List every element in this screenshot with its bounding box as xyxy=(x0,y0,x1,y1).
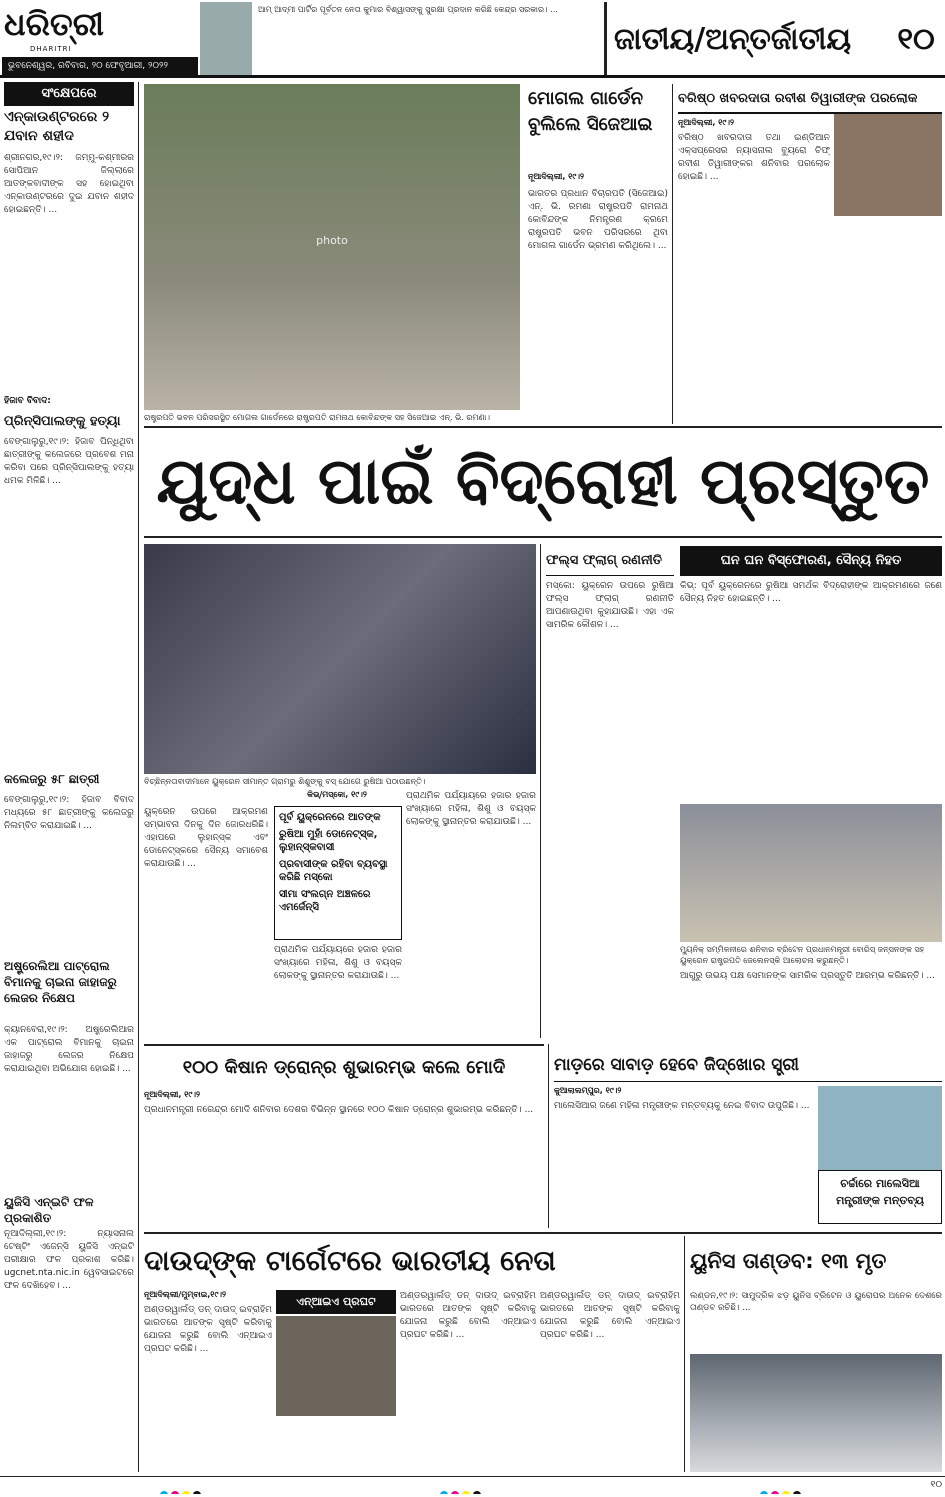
mughal-caption: ରାଷ୍ଟ୍ରପତି ଭବନ ପରିସରସ୍ଥିତ ମୋଗଲ ଗାର୍ଡେନରେ ରାଷ୍ଟ୍ରପତି ରାମନାଥ କୋବିନ୍ଦଙ୍କ ସହ ସିଜେଆଇ ଏନ୍. ଭି. ରମଣା। xyxy=(144,413,490,422)
photo-placeholder-label: photo xyxy=(316,234,348,247)
black-dot xyxy=(473,1491,481,1494)
lead-body-col3: ପ୍ରାଥମିକ ପର୍ଯ୍ୟାୟରେ ହଜାର ହଜାର ସଂଖ୍ୟାରେ ମହିଳା, ଶିଶୁ ଓ ବୟସ୍କ ଲୋକଙ୍କୁ ସ୍ଥାନାନ୍ତର କରାଯାଉଛି। ... xyxy=(406,791,536,827)
column-divider-2 xyxy=(540,544,541,1038)
registration-marks-right xyxy=(760,1484,820,1494)
masthead-logo: ଧରିତ୍ରୀ xyxy=(4,5,104,43)
masthead-dateline: ଭୁବନେଶ୍ୱର, ରବିବାର, ୨୦ ଫେବୃଆରୀ, ୨୦୨୨ xyxy=(2,57,198,75)
black-dot xyxy=(193,1491,201,1494)
dawood-body-col3: ଅଣ୍ଡରୱାର୍ଲଡ୍ ଡନ୍ ଦାଉଦ୍ ଇବ୍ରାହିମ ଭାରତରେ ଆତଙ୍କ ସୃଷ୍ଟି କରିବାକୁ ଯୋଜନା କରୁଛି ବୋଲି ଏନ୍‌ଆଇଏ ପ୍ରଘଟ କରିଛି। ... xyxy=(540,1291,680,1340)
ravish-headline: ବରିଷ୍ଠ ଖବରଦାତା ରବୀଶ ତିୱାରୀଙ୍କ ପରଲୋକ xyxy=(678,84,942,114)
children-bus-photo xyxy=(144,544,536,774)
footer-page-number: ୧୦ xyxy=(930,1480,942,1490)
yellow-dot xyxy=(462,1491,470,1494)
blast-headline: ଘନ ଘନ ବିସ୍ଫୋରଣ, ସୈନ୍ୟ ନିହତ xyxy=(680,546,942,576)
masthead xyxy=(0,0,945,78)
cyan-dot xyxy=(160,1491,168,1494)
lead-bullet-2: ରୁଷିଆ ମୁହାଁ ଡୋନେଟ୍‌ସ୍କ, ଲୁହାନ୍‌ସ୍କବାସୀ xyxy=(279,829,378,853)
magenta-dot xyxy=(451,1491,459,1494)
mughal-garden-photo xyxy=(144,84,520,410)
sidebar-item3-body: ବେଙ୍ଗାଲୁରୁ,୧୯।୨: ହିଜାବ ବିବାଦ ମଧ୍ୟରେ ୫୮ ଛାତ୍ରୀଙ୍କୁ କଲେଜରୁ ନିଲମ୍ବିତ କରାଯାଇଛି। ... xyxy=(4,795,134,831)
ravish-body: ବରିଷ୍ଠ ଖବରଦାତା ତଥା ଇଣ୍ଡିଆନ ଏକ୍ସପ୍ରେସର ନ୍ୟାସନାଲ ବ୍ୟୁରୋ ଚିଫ୍ ରବୀଶ ତିୱାରୀଙ୍କର ଶନିବାର ପରଲୋକ ହୋଇଛି। ... xyxy=(678,133,830,182)
magenta-dot xyxy=(171,1491,179,1494)
mughal-body: ଭାରତର ପ୍ରଧାନ ବିଚାରପତି (ସିଜେଆଇ) ଏନ୍. ଭି. ରମଣା ରାଷ୍ଟ୍ରପତି ରାମନାଥ କୋବିନ୍ଦଙ୍କ ନିମନ୍ତ୍ରଣ କ୍ରମେ ରାଷ୍ଟ୍ରପତି ଭବନ ପରିସରରେ ଥିବା ମୋଗଲ ଗାର୍ଡେନ ଭ୍ରମଣ କରିଥିଲେ। ... xyxy=(528,189,668,251)
registration-marks-center xyxy=(440,1484,500,1494)
malaysia-body: ମାଲେସିଆର ଜଣେ ମହିଳା ମନ୍ତ୍ରୀଙ୍କ ମନ୍ତବ୍ୟକୁ ନେଇ ବିବାଦ ଉପୁଜିଛି। ... xyxy=(554,1101,810,1111)
masthead-thumb-photo xyxy=(200,2,252,76)
drone-dateline: ନୂଆଦିଲ୍ଲୀ, ୧୯।୨ xyxy=(144,1090,200,1099)
malaysia-box: ଚର୍ଚ୍ଚାରେ ମାଲେସିଆ ମନ୍ତ୍ରୀଙ୍କ ମନ୍ତବ୍ୟ xyxy=(818,1170,942,1224)
lead-bullet-1: ପୂର୍ବ ୟୁକ୍ରେନରେ ଆତଙ୍କ xyxy=(279,812,381,823)
sidebar-divider xyxy=(138,82,139,1472)
sidebar-item5-body: ନୂଆଦିଲ୍ଲୀ,୧୯।୨: ନ୍ୟାସନାଲ ଟେଷ୍ଟିଂ ଏଜେନ୍ସି ୟୁଜିସି ଏନ୍‌ଇଟି ପରୀକ୍ଷାର ଫଳ ପ୍ରକାଶ କରିଛି। ugcnet.nta.nic.in ୱେବସାଇଟରେ ଫଳ ଦେଖିହେବ। ... xyxy=(4,1229,134,1291)
sidebar-item2-body: ବେଙ୍ଗାଲୁରୁ,୧୯।୨: ହିଜାବ ପିନ୍ଧିଥିବା ଛାତ୍ରୀଙ୍କୁ କଲେଜରେ ପ୍ରବେଶ ମନା କରିବା ପରେ ପ୍ରିନ୍ସିପାଲଙ୍କୁ ହତ୍ୟା ଧମକ ମିଳିଛି। ... xyxy=(4,437,134,486)
lead-bullet-3: ପ୍ରବାସୀଙ୍କ ରହିବା ବ୍ୟବସ୍ଥା କରିଛି ମସ୍କୋ xyxy=(279,859,388,883)
dawood-nia-box: ଏନ୍‌ଆଇଏ ପ୍ରଘଟ xyxy=(276,1290,396,1314)
black-dot xyxy=(793,1491,801,1494)
registration-marks-left xyxy=(160,1484,220,1494)
lead-body-col2: ପ୍ରାଥମିକ ପର୍ଯ୍ୟାୟରେ ହଜାର ହଜାର ସଂଖ୍ୟାରେ ମହିଳା, ଶିଶୁ ଓ ବୟସ୍କ ଲୋକଙ୍କୁ ସ୍ଥାନାନ୍ତର କରାଯାଉଛି। ... xyxy=(274,945,402,981)
lead-body-col1: ୟୁକ୍ରେନ ଉପରେ ଆକ୍ରମଣ ସମ୍ଭାବନା ଦିନକୁ ଦିନ ଜୋରଧରିଛି। ଏହାପରେ ଲୁହାନ୍‌ସ୍କ ଏବଂ ଡୋନେଟ୍‌ସ୍କରେ ସୈନ୍ୟ ସମାବେଶ କରାଯାଉଛି। ... xyxy=(144,807,268,869)
storm-left-rule xyxy=(684,1236,685,1472)
ravish-dateline: ନୂଆଦିଲ୍ଲୀ, ୧୯।୨ xyxy=(678,118,734,127)
dawood-body-col1: ଅଣ୍ଡରୱାର୍ଲଡ୍ ଡନ୍ ଦାଉଦ୍ ଇବ୍ରାହିମ ଭାରତରେ ଆତଙ୍କ ସୃଷ୍ଟି କରିବାକୁ ଯୋଜନା କରୁଛି ବୋଲି ଏନ୍‌ଆଇଏ ପ୍ରଘଟ କରିଛି। ... xyxy=(144,1305,272,1354)
mughal-headline: ମୋଗଲ ଗାର୍ଡେନ ବୁଲିଲେ ସିଜେଆଇ xyxy=(528,88,653,135)
masthead-divider xyxy=(604,2,607,76)
magenta-dot xyxy=(771,1491,779,1494)
storm-headline: ୟୁନିସ ତାଣ୍ଡବ: ୧୩ ମୃତ xyxy=(690,1249,887,1273)
mughal-dateline: ନୂଆଦିଲ୍ଲୀ, ୧୯।୨ xyxy=(528,172,584,181)
blast-body-2: ଆଗୁରୁ ଉଭୟ ପକ୍ଷ ସେମାନଙ୍କ ସାମରିକ ପ୍ରସ୍ତୁତି ଆରମ୍ଭ କରିଛନ୍ତି। ... xyxy=(680,971,935,981)
yellow-dot xyxy=(182,1491,190,1494)
dawood-headline: ଦାଉଦ୍‌ଙ୍କ ଟାର୍ଗେଟରେ ଭାରତୀୟ ନେତା xyxy=(144,1244,556,1277)
cyan-dot xyxy=(760,1491,768,1494)
dawood-body-col2: ଅଣ୍ଡରୱାର୍ଲଡ୍ ଡନ୍ ଦାଉଦ୍ ଇବ୍ରାହିମ ଭାରତରେ ଆତଙ୍କ ସୃଷ୍ଟି କରିବାକୁ ଯୋଜନା କରୁଛି ବୋଲି ଏନ୍‌ଆଇଏ ପ୍ରଘଟ କରିଛି। ... xyxy=(400,1291,536,1340)
malaysia-left-rule xyxy=(548,1044,549,1228)
sidebar-item1-headline: ଏନ୍‌କାଉଣ୍ଟରରେ ୨ ଯବାନ ଶହୀଦ xyxy=(4,109,110,144)
sidebar-item2-kicker: ହିଜାବ ବିବାଦ: xyxy=(4,396,51,406)
zelensky-johnson-caption: ମ୍ୟୁନିକ୍ ସମ୍ମିଳନୀରେ ଶନିବାର ବ୍ରିଟେନ ପ୍ରଧାନମନ୍ତ୍ରୀ ବୋରିସ୍ ଜନ୍‌ସନଙ୍କ ସହ ୟୁକ୍ରେନ ରାଷ୍ଟ୍ରପତି ଜେଲେନସ୍କି ଆଲୋଚନା କରୁଛନ୍ତି। xyxy=(680,945,925,965)
malaysia-headline: ମାଡ଼ରେ ସାବାଡ଼ ହେବେ ଜିଦ୍‌ଖୋର ସ୍ତ୍ରୀ xyxy=(554,1048,942,1082)
column-divider xyxy=(672,84,673,424)
masthead-top-story: ଆମ୍ ଆଦ୍‌ମୀ ପାର୍ଟିର ପୂର୍ବତନ ନେତା କୁମାର ବିଶ୍ୱାସଙ୍କୁ ସୁରକ୍ଷା ପ୍ରଦାନ କରିଛି କେନ୍ଦ୍ର ସରକାର। ... xyxy=(258,5,558,14)
sidebar-item4-body: କ୍ୟାନବେରା,୧୯।୨: ଅଷ୍ଟ୍ରେଲିଆର ଏକ ପାଟ୍ରୋଲ ବିମାନକୁ ଚାଇନା ଜାହାଜରୁ ଲେଜର ନିକ୍ଷେପ କରାଯାଇଥିବା ଅଭିଯୋଗ ହୋଇଛି। ... xyxy=(4,1025,134,1074)
storm-body: ଲଣ୍ଡନ,୧୯।୨: ସାମୁଦ୍ରିକ ଝଡ଼ ୟୁନିସ ବ୍ରିଟେନ ଓ ୟୁରୋପର ଅନେକ ଦେଶରେ ତାଣ୍ଡବ ରଚିଛି। ... xyxy=(690,1291,942,1313)
dawood-photo xyxy=(276,1316,396,1416)
sidebar-item3-headline: କଲେଜରୁ ୫୮ ଛାତ୍ରୀ xyxy=(4,772,100,786)
zelensky-johnson-photo xyxy=(680,804,942,942)
blast-body: କିଭ୍: ପୂର୍ବ ୟୁକ୍ରେନରେ ରୁଷିଆ ସମର୍ଥକ ବିଦ୍ରୋହୀଙ୍କ ଆକ୍ରମଣରେ ଜଣେ ସୈନ୍ୟ ନିହତ ହୋଇଛନ୍ତି। ... xyxy=(680,581,942,604)
sidebar-item2-headline: ପ୍ରିନ୍ସିପାଲଙ୍କୁ ହତ୍ୟା xyxy=(4,414,121,429)
dawood-top-rule xyxy=(144,1232,942,1234)
lead-top-rule xyxy=(144,426,942,428)
sidebar-label: ସଂକ୍ଷେପରେ xyxy=(4,82,134,106)
ravish-photo xyxy=(834,114,942,216)
lead-bullet-4: ସୀମା ସଂଲଗ୍ନ ଅଞ୍ଚଳରେ ଏମର୍ଜେନ୍ସି xyxy=(279,889,371,913)
sidebar-item5-headline: ୟୁଜିସି ଏନ୍‌ଇଟି ଫଳ ପ୍ରକାଶିତ xyxy=(4,1195,94,1225)
section-title: ଜାତୀୟ/ଅନ୍ତର୍ଜାତୀୟ xyxy=(614,22,852,57)
lead-dateline: କିଭ୍/ମସ୍କୋ, ୧୯।୨ xyxy=(307,790,367,799)
drone-top-rule xyxy=(144,1044,544,1046)
dawood-dateline: ନୂଆଦିଲ୍ଲୀ/ମୁମ୍ବାଇ,୧୯।୨ xyxy=(144,1290,227,1299)
lead-bullets-box xyxy=(274,806,402,940)
drone-headline: ୧୦୦ କିଷାନ ଡ୍ରୋନ୍‌ର ଶୁଭାରମ୍ଭ କଲେ ମୋଦି xyxy=(182,1057,506,1078)
sidebar-item1-body: ଶ୍ରୀନଗର,୧୯।୨: ଜମ୍ମୁ-କଶ୍ମୀରର ସୋପିଆନ ଜିଲ୍ଲାରେ ଆତଙ୍କବାଦୀଙ୍କ ସହ ହୋଇଥିବା ଏନ୍‌କାଉଣ୍ଟରରେ ଦୁଇ ଯବାନ ଶହୀଦ ହୋଇଛନ୍ତି। ... xyxy=(4,153,134,215)
footer-rule xyxy=(0,1476,945,1477)
malaysia-minister-photo xyxy=(818,1086,942,1170)
lead-bottom-rule xyxy=(144,536,942,538)
false-flag-headline: ଫଲ୍‌ସ ଫ୍ଲାଗ୍ ରଣନୀତି xyxy=(546,546,674,576)
lead-headline: ଯୁଦ୍ଧ ପାଇଁ ବିଦ୍ରୋହୀ ପ୍ରସ୍ତୁତ xyxy=(156,445,930,519)
drone-body: ପ୍ରଧାନମନ୍ତ୍ରୀ ନରେନ୍ଦ୍ର ମୋଦି ଶନିବାର ଦେଶର ବିଭିନ୍ନ ସ୍ଥାନରେ ୧୦୦ କିଷାନ ଡ୍ରୋନ୍‌ର ଶୁଭାରମ୍ଭ କରିଛନ୍ତି। ... xyxy=(144,1105,534,1115)
children-bus-caption: ବିଚ୍ଛିନ୍ନତାବାଦୀମାନେ ୟୁକ୍ରେନ ସୀମାନ୍ତ ଗ୍ରାମରୁ ଶିଶୁଙ୍କୁ ବସ୍ ଯୋଗେ ରୁଷିଆ ପଠାଉଛନ୍ତି। xyxy=(144,777,426,786)
masthead-logo-sub: DHARITRI xyxy=(30,45,72,53)
storm-photo xyxy=(690,1354,942,1472)
malaysia-dateline: କୁଆଲାଲମ୍ପୁର, ୧୯।୨ xyxy=(554,1086,622,1095)
false-flag-body: ମସ୍କୋ: ୟୁକ୍ରେନ ଉପରେ ରୁଷିଆ ଫଲ୍‌ସ ଫ୍ଲାଗ୍ ରଣନୀତି ଆପଣାଉଥିବା କୁହାଯାଉଛି। ଏହା ଏକ ସାମରିକ କୌଶଳ। ... xyxy=(546,581,674,630)
page-number: ୧୦ xyxy=(897,22,935,57)
sidebar-item4-headline: ଅଷ୍ଟ୍ରେଲିଆ ପାଟ୍ରୋଲ ବିମାନକୁ ଚାଇନା ଜାହାଜରୁ ଲେଜର ନିକ୍ଷେପ xyxy=(4,959,117,1005)
cyan-dot xyxy=(440,1491,448,1494)
yellow-dot xyxy=(782,1491,790,1494)
